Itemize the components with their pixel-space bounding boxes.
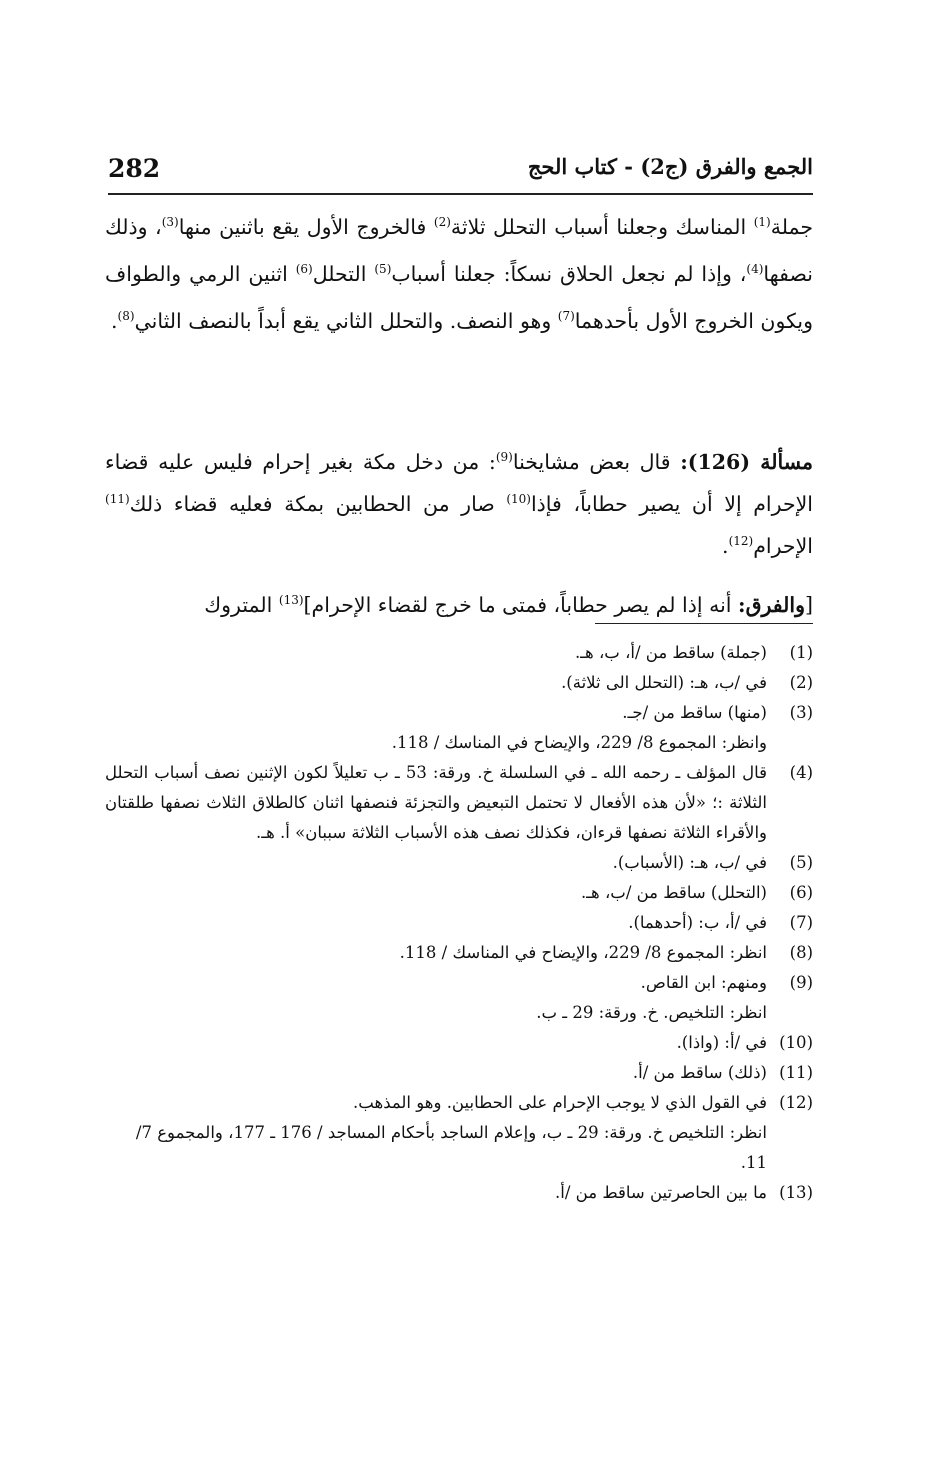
running-header <box>108 150 813 190</box>
footnote-text: ومنهم: ابن القاص. <box>640 973 767 992</box>
farq-label: والفرق: <box>738 592 805 617</box>
footnote-item <box>105 908 813 938</box>
footnote-number: (11) <box>779 1063 813 1082</box>
footnote-marker: (4) <box>746 262 764 277</box>
footnote-text: ما بين الحاصرتين ساقط من /أ. <box>555 1183 767 1202</box>
footnote-text: في /أ، ب: (أحدهما). <box>628 913 767 932</box>
footnote-text: (ذلك) ساقط من /أ. <box>632 1063 767 1082</box>
footnote-item <box>105 1088 813 1118</box>
footnote-continuation: انظر: التلخيص. خ. ورقة: 29 ـ ب. <box>536 1003 767 1022</box>
footnote-number: (1) <box>789 643 813 662</box>
footnote-text: في /أ: (واذا). <box>676 1033 767 1052</box>
footnote-marker: (12) <box>728 533 754 548</box>
footnote-marker: (3) <box>161 215 179 230</box>
text-run: اثنين الرمي والطواف ويكون الخروج الأول بأحدهما <box>105 262 813 333</box>
text-run: ، وذلك نصفها <box>105 215 813 286</box>
masala-126 <box>105 420 813 587</box>
text-run: التحلل <box>312 262 375 286</box>
footnote-number: (10) <box>779 1033 813 1052</box>
footnote-text: في القول الذي لا يوجب الإحرام على الحطابين. وهو المذهب. <box>353 1093 767 1112</box>
text-run: ، وإذا لم نجعل الحلاق نسكاً: جعلنا أسباب <box>391 262 747 286</box>
text-run: أنه إذا لم يصر حطاباً، فمتى ما خرج لقضاء الإحرام] <box>303 592 738 617</box>
footnote-continuation: وانظر: المجموع 8/ 229، والإيضاح في المناسك / 118. <box>391 733 767 752</box>
main-paragraph <box>105 204 813 345</box>
footnote-marker: (10) <box>506 491 531 506</box>
farq-paragraph <box>105 563 813 646</box>
footnote-marker: (8) <box>117 309 135 324</box>
header-rule <box>108 193 813 195</box>
running-title: الجمع والفرق (ج2) - كتاب الحج <box>527 154 813 179</box>
footnote-marker: (13) <box>278 592 304 607</box>
footnote-text: في /ب، هـ: (الأسباب). <box>612 853 767 872</box>
footnote-item <box>105 758 813 848</box>
footnote-item <box>105 1028 813 1058</box>
footnote-item <box>105 1058 813 1088</box>
footnote-item <box>105 938 813 968</box>
footnote-number: (7) <box>789 913 813 932</box>
footnote-text: (التحلل) ساقط من /ب، هـ. <box>580 883 767 902</box>
masala-text <box>105 441 813 567</box>
farq-text: [والفرق: أنه إذا لم يصر حطاباً، فمتى ما خرج لقضاء الإحرام]$^{(13)}$ المتروك <box>204 592 813 617</box>
footnote-number: (9) <box>789 973 813 992</box>
footnote-number: (4) <box>789 763 813 782</box>
text-run: المتروك <box>204 592 279 617</box>
text-run: قال بعض مشايخنا <box>512 449 681 474</box>
footnote-continuation: انظر: التلخيص خ. ورقة: 29 ـ ب، وإعلام الساجد بأحكام المساجد / 176 ـ 177، والمجموع 7/ 11. <box>135 1123 767 1172</box>
footnote-separator <box>595 623 813 624</box>
footnote-text: قال المؤلف ـ رحمه الله ـ في السلسلة خ. ورقة: 53 ـ ب تعليلاً لكون الإثنين نصف أسباب التحلل الثلاثة :؛ «لأن هذه الأفعال لا تحتمل التبعيض والتجزئة فنصفها اثنان كالطلاق الثلاث نصفها طلقتان والأقراء الثلاثة نصفها قرءان، فكذلك نصف هذه الأسباب الثلاثة سببان» أ. هـ. <box>105 763 767 842</box>
text-run: وهو النصف. والتحلل الثاني يقع أبداً بالنصف الثاني <box>134 309 558 333</box>
footnote-text: انظر: المجموع 8/ 229، والإيضاح في المناسك / 118. <box>399 943 767 962</box>
footnote-item <box>105 1178 813 1208</box>
page-number: 282 <box>108 154 161 183</box>
footnote-marker: (5) <box>374 262 392 277</box>
masala-label: مسألة (126): <box>680 449 814 474</box>
text-run: : من دخل مكة بغير إحرام فليس عليه قضاء الإحرام إلا أن يصير حطاباً، فإذا <box>105 449 813 516</box>
footnotes-list <box>105 638 813 1208</box>
footnote-number: (13) <box>779 1183 813 1202</box>
text-run: المناسك وجعلنا أسباب التحلل ثلاثة <box>450 215 754 239</box>
footnote-marker: (6) <box>295 262 313 277</box>
footnote-number: (3) <box>789 703 813 722</box>
text-run: . <box>111 309 118 333</box>
footnote-marker: (1) <box>753 215 771 230</box>
footnote-number: (2) <box>789 673 813 692</box>
footnote-text: (جملة) ساقط من /أ، ب، هـ. <box>574 643 767 662</box>
footnote-marker: (9) <box>495 449 513 464</box>
footnote-text: (منها) ساقط من /جـ. <box>622 703 767 722</box>
footnote-marker: (7) <box>557 309 575 324</box>
text-run: فالخروج الأول يقع باثنين منها <box>178 215 434 239</box>
footnote-marker: (11) <box>105 491 130 506</box>
footnote-item <box>105 878 813 908</box>
footnote-item <box>105 968 813 998</box>
paragraph-text <box>105 204 813 345</box>
footnote-item <box>105 668 813 698</box>
footnote-number: (5) <box>789 853 813 872</box>
text-run: جملة <box>770 215 814 239</box>
footnote-item <box>105 848 813 878</box>
footnote-text: في /ب، هـ: (التحلل الى ثلاثة). <box>561 673 767 692</box>
footnote-number: (8) <box>789 943 813 962</box>
footnote-number: (6) <box>789 883 813 902</box>
text-run: الإحرام <box>753 533 813 558</box>
footnote-item <box>105 638 813 668</box>
text-run: . <box>722 533 729 558</box>
footnote-item <box>105 698 813 728</box>
footnote-marker: (2) <box>433 215 451 230</box>
footnote-number: (12) <box>779 1093 813 1112</box>
text-run: صار من الحطابين بمكة فعليه قضاء ذلك <box>129 491 507 516</box>
